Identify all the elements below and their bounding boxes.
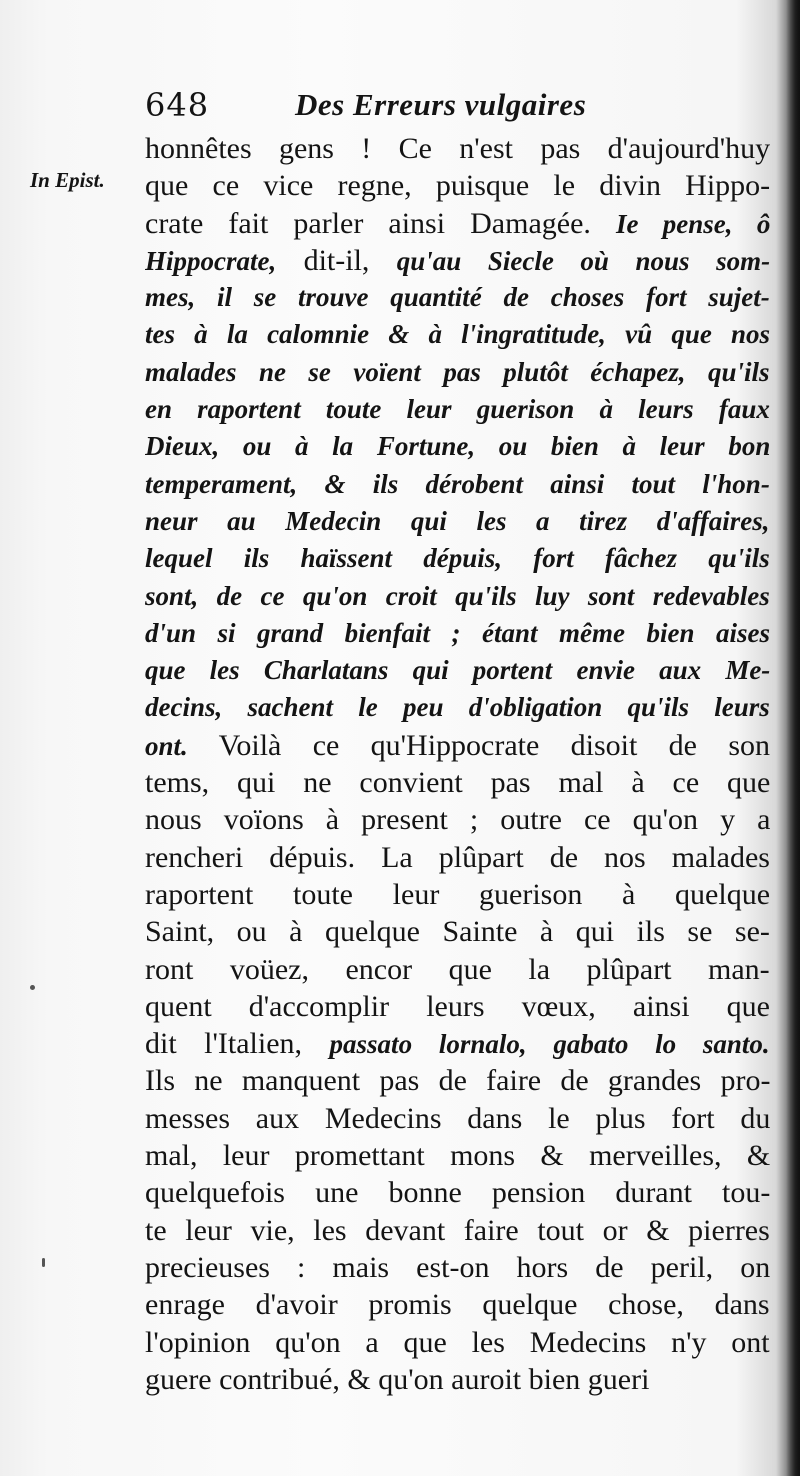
italic-text-segment: ont. — [145, 730, 188, 761]
line-text: messes aux Medecins dans le plus fort du — [145, 1101, 770, 1135]
text-line — [145, 801, 770, 838]
line-text: te leur vie, les devant faire tout or & pierres — [145, 1213, 770, 1247]
text-line — [145, 1025, 770, 1062]
page-number: 648 — [145, 86, 210, 124]
text-line — [145, 428, 770, 465]
text-line — [145, 503, 770, 540]
line-text: tems, qui ne convient pas mal à ce que — [145, 766, 770, 800]
text-line — [145, 391, 770, 428]
line-text: que les Charlatans qui portent envie aux Me- — [145, 655, 770, 686]
text-line — [145, 316, 770, 353]
line-text: rencheri dépuis. La plûpart de nos malades — [145, 840, 770, 874]
italic-text-segment: qu'au Siecle où nous som- — [396, 245, 770, 276]
line-text: d'un si grand bienfait ; étant même bien aises — [145, 617, 770, 648]
text-line — [145, 615, 770, 652]
text-line — [145, 1212, 770, 1249]
line-text: que ce vice regne, puisque le divin Hippo- — [145, 169, 770, 203]
line-text: ront voüez, encor que la plûpart man- — [145, 952, 770, 986]
text-line — [145, 1249, 770, 1286]
line-text: mal, leur promettant mons & merveilles, & — [145, 1139, 770, 1173]
text-line — [145, 913, 770, 950]
line-text: nous voïons à present ; outre ce qu'on y a — [145, 803, 770, 837]
ink-speck — [42, 1258, 45, 1267]
text-line — [145, 167, 770, 204]
text-line — [145, 354, 770, 391]
page-header — [145, 82, 665, 128]
text-line — [145, 1324, 770, 1361]
text-line — [145, 1062, 770, 1099]
text-line — [145, 951, 770, 988]
line-text: sont, de ce qu'on croit qu'ils luy sont redevables — [145, 580, 770, 611]
text-line — [145, 1174, 770, 1211]
text-line — [145, 540, 770, 577]
line-text: en raportent toute leur guerison à leurs faux — [145, 394, 770, 425]
line-text: honnêtes gens ! Ce n'est pas d'aujourd'huy — [145, 132, 770, 165]
roman-text-segment: crate fait parler ainsi Damagée. — [145, 206, 616, 240]
text-line — [145, 1361, 770, 1398]
italic-text-segment: Hippocrate, — [145, 245, 277, 276]
italic-text-segment: passato lornalo, gabato lo santo. — [329, 1029, 770, 1060]
line-text: precieuses : mais est-on hors de peril, on — [145, 1250, 770, 1284]
page-gutter-shadow — [786, 0, 800, 1476]
text-line — [145, 988, 770, 1025]
line-text: l'opinion qu'on a que les Medecins n'y ont — [145, 1325, 770, 1359]
line-text: Dieux, ou à la Fortune, ou bien à leur bon — [145, 431, 770, 462]
line-text: tes à la calomnie & à l'ingratitude, vû que nos — [145, 319, 770, 350]
line-text: malades ne se voïent pas plutôt échapez, qu'ils — [145, 356, 770, 387]
text-line — [145, 1100, 770, 1137]
line-text: decins, sachent le peu d'obligation qu'ils leurs — [145, 692, 770, 723]
body-text — [145, 130, 770, 1398]
text-line — [145, 578, 770, 615]
text-line — [145, 689, 770, 726]
line-text: enrage d'avoir promis quelque chose, dans — [145, 1288, 770, 1322]
line-text: Saint, ou à quelque Sainte à qui ils se se- — [145, 915, 770, 949]
text-line — [145, 876, 770, 913]
running-title: Des Erreurs vulgaires — [295, 87, 587, 122]
text-line — [145, 205, 770, 242]
ink-speck — [30, 985, 35, 990]
line-text: Ils ne manquent pas de faire de grandes pro- — [145, 1064, 770, 1098]
line-text: guere contribué, & qu'on auroit bien gueri — [145, 1362, 650, 1396]
text-line — [145, 1137, 770, 1174]
line-text: quent d'accomplir leurs vœux, ainsi que — [145, 989, 770, 1023]
line-text: temperament, & ils dérobent ainsi tout l'hon- — [145, 468, 770, 499]
text-line — [145, 839, 770, 876]
text-line — [145, 279, 770, 316]
line-text: lequel ils haïssent dépuis, fort fâchez qu'ils — [145, 543, 770, 574]
line-text: raportent toute leur guerison à quelque — [145, 877, 770, 911]
roman-text-segment: dit l'Italien, — [145, 1027, 330, 1061]
text-line — [145, 466, 770, 503]
text-line — [145, 242, 770, 279]
roman-text-segment: Voilà ce qu'Hippocrate disoit de son — [187, 728, 770, 762]
line-text: quelquefois une bonne pension durant tou- — [145, 1176, 770, 1210]
text-line — [145, 130, 770, 167]
marginal-note: In Epist. — [30, 168, 105, 192]
line-text: neur au Medecin qui les a tirez d'affaires, — [145, 505, 770, 536]
roman-text-segment: dit-il, — [276, 243, 397, 277]
text-line — [145, 764, 770, 801]
italic-text-segment: Ie pense, ô — [615, 208, 770, 239]
text-line — [145, 652, 770, 689]
text-line — [145, 1286, 770, 1323]
text-line — [145, 727, 770, 764]
line-text: mes, il se trouve quantité de choses fort sujet- — [145, 282, 770, 313]
